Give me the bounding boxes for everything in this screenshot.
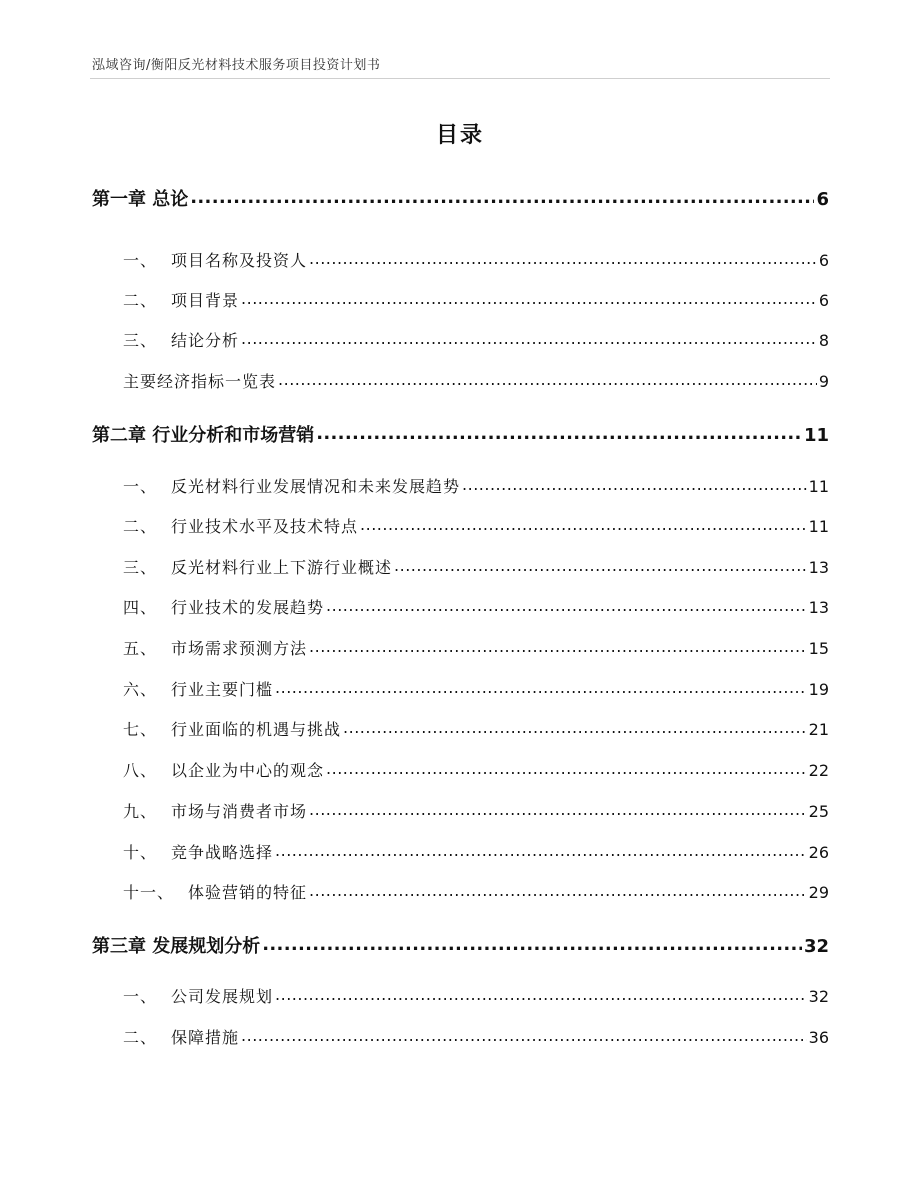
- dot-leader: [275, 985, 807, 1004]
- toc-entry-label: 保障措施: [171, 1028, 240, 1047]
- toc-page-number: 15: [808, 639, 829, 658]
- toc-entry-number: 一、: [123, 987, 158, 1006]
- toc-section-entry[interactable]: [92, 328, 829, 351]
- toc-entry-number: 二、: [123, 291, 158, 310]
- toc-page-number: 13: [808, 558, 829, 577]
- toc-page-number: 13: [808, 598, 829, 617]
- toc-entry-label: 竞争战略选择: [171, 843, 274, 862]
- toc-section-entry[interactable]: [92, 248, 829, 271]
- toc-section-entry[interactable]: [92, 474, 829, 497]
- toc-page-number: 8: [818, 331, 829, 350]
- toc-page-number: 32: [803, 936, 829, 957]
- toc-entry-label: 反光材料行业上下游行业概述: [171, 558, 393, 577]
- toc-entry-number: 二、: [123, 1028, 158, 1047]
- toc-section-entry[interactable]: [92, 799, 829, 822]
- dot-leader: [316, 423, 802, 444]
- toc-entry-number: 一、: [123, 477, 158, 496]
- toc-page-number: 21: [808, 720, 829, 739]
- toc-entry-label: 第二章 行业分析和市场营销: [92, 425, 315, 446]
- toc-entry-number: 二、: [123, 517, 158, 536]
- toc-entry-label: 主要经济指标一览表: [123, 372, 277, 391]
- dot-leader: [309, 637, 807, 656]
- toc-entry-label: 第三章 发展规划分析: [92, 936, 261, 957]
- header-divider: [90, 78, 830, 79]
- toc-entry-number: 十一、: [123, 883, 175, 902]
- running-header: 泓域咨询/衡阳反光材料技术服务项目投资计划书: [92, 58, 381, 73]
- toc-section-entry[interactable]: [92, 717, 829, 740]
- toc-page-number: 11: [803, 425, 829, 446]
- dot-leader: [309, 800, 807, 819]
- toc-entry-number: 十、: [123, 843, 158, 862]
- toc-page-number: 36: [808, 1028, 829, 1047]
- toc-page-number: 26: [808, 843, 829, 862]
- toc-page-number: 11: [808, 517, 829, 536]
- toc-entry-label: 体验营销的特征: [188, 883, 308, 902]
- dot-leader: [275, 841, 807, 860]
- dot-leader: [241, 1026, 807, 1045]
- toc-page-number: 32: [808, 987, 829, 1006]
- toc-entry-number: 八、: [123, 761, 158, 780]
- toc-section-entry[interactable]: [92, 555, 829, 578]
- dot-leader: [394, 556, 807, 575]
- toc-section-entry[interactable]: [92, 369, 829, 392]
- toc-page-number: 9: [818, 372, 829, 391]
- toc-section-entry[interactable]: [92, 288, 829, 311]
- toc-section-entry[interactable]: [92, 984, 829, 1007]
- toc-title: 目录: [435, 123, 484, 148]
- toc-entry-number: 五、: [123, 639, 158, 658]
- toc-chapter-entry[interactable]: [92, 932, 829, 958]
- toc-entry-label: 以企业为中心的观念: [171, 761, 325, 780]
- toc-section-entry[interactable]: [92, 595, 829, 618]
- toc-section-entry[interactable]: [92, 840, 829, 863]
- toc-page-number: 6: [818, 291, 829, 310]
- dot-leader: [326, 596, 807, 615]
- toc-entry-label: 结论分析: [171, 331, 240, 350]
- toc-entry-label: 项目背景: [171, 291, 240, 310]
- dot-leader: [241, 329, 817, 348]
- toc-page-number: 6: [818, 251, 829, 270]
- toc-section-entry[interactable]: [92, 677, 829, 700]
- toc-entry-label: 第一章 总论: [92, 189, 189, 210]
- toc-entry-label: 市场与消费者市场: [171, 802, 308, 821]
- toc-entry-label: 行业技术的发展趋势: [171, 598, 325, 617]
- toc-section-entry[interactable]: [92, 1025, 829, 1048]
- toc-page-number: 6: [816, 189, 829, 210]
- dot-leader: [462, 475, 807, 494]
- dot-leader: [360, 515, 807, 534]
- toc-section-entry[interactable]: [92, 514, 829, 537]
- toc-page-number: 11: [808, 477, 829, 496]
- dot-leader: [190, 187, 814, 208]
- toc-entry-number: 四、: [123, 598, 158, 617]
- dot-leader: [343, 718, 807, 737]
- toc-entry-label: 公司发展规划: [171, 987, 274, 1006]
- toc-entry-label: 行业面临的机遇与挑战: [171, 720, 342, 739]
- dot-leader: [278, 370, 817, 389]
- toc-chapter-entry[interactable]: [92, 421, 829, 447]
- toc-section-entry[interactable]: [92, 636, 829, 659]
- dot-leader: [241, 289, 817, 308]
- toc-entry-number: 六、: [123, 680, 158, 699]
- toc-section-entry[interactable]: [92, 758, 829, 781]
- toc-entry-number: 七、: [123, 720, 158, 739]
- dot-leader: [275, 678, 807, 697]
- toc-page-number: 25: [808, 802, 829, 821]
- toc-entry-label: 项目名称及投资人: [171, 251, 308, 270]
- toc-page-number: 29: [808, 883, 829, 902]
- toc-chapter-entry[interactable]: [92, 185, 829, 211]
- dot-leader: [326, 759, 807, 778]
- toc-entry-label: 行业技术水平及技术特点: [171, 517, 359, 536]
- toc-entry-number: 九、: [123, 802, 158, 821]
- toc-entry-label: 行业主要门槛: [171, 680, 274, 699]
- toc-entry-label: 市场需求预测方法: [171, 639, 308, 658]
- toc-page-number: 22: [808, 761, 829, 780]
- dot-leader: [262, 934, 802, 955]
- toc-section-entry[interactable]: [92, 880, 829, 903]
- dot-leader: [309, 881, 807, 900]
- toc-entry-number: 三、: [123, 331, 158, 350]
- toc-entry-number: 一、: [123, 251, 158, 270]
- dot-leader: [309, 249, 817, 268]
- toc-page-number: 19: [808, 680, 829, 699]
- toc-entry-number: 三、: [123, 558, 158, 577]
- toc-entry-label: 反光材料行业发展情况和未来发展趋势: [171, 477, 461, 496]
